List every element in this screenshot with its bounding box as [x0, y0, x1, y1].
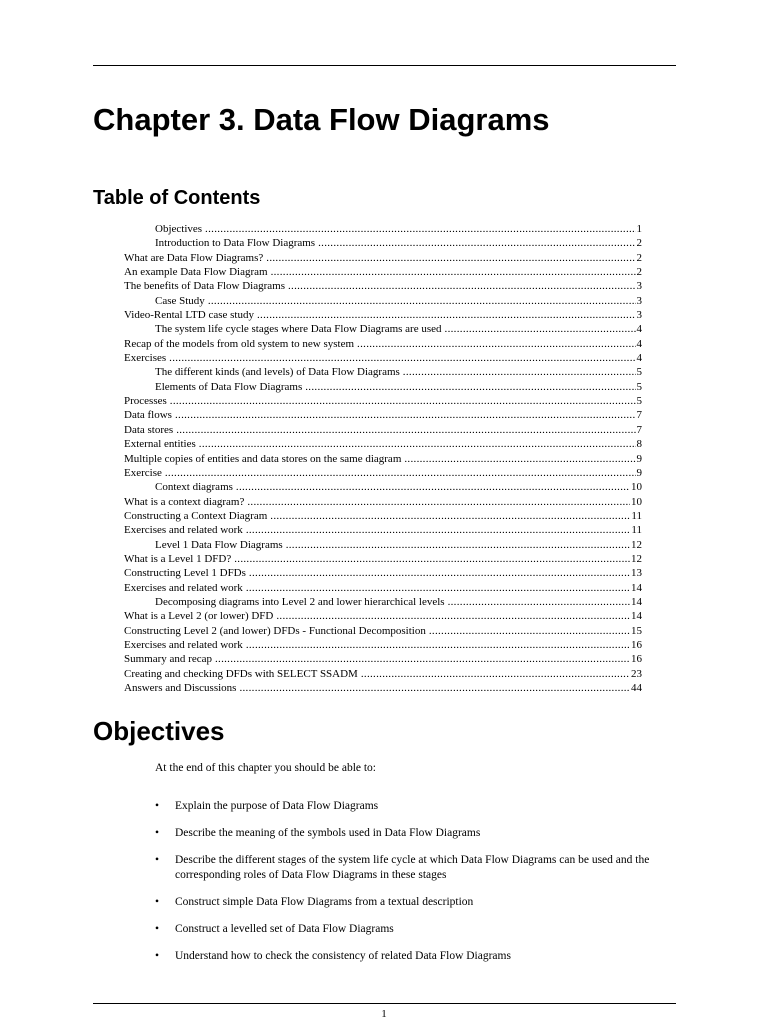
toc-entry-title: Objectives [155, 223, 203, 235]
toc-entry-title: Context diagrams [155, 481, 233, 494]
toc-dot-leader [208, 294, 636, 308]
toc-dot-leader [361, 667, 630, 681]
objective-text: Explain the purpose of Data Flow Diagrams [175, 800, 379, 812]
toc-dot-leader [170, 394, 636, 408]
bullet-icon: • [155, 800, 160, 812]
toc-dot-leader [318, 236, 635, 250]
toc-dot-leader [249, 566, 630, 580]
toc-dot-leader [403, 365, 636, 379]
toc-entry[interactable] [124, 681, 642, 695]
objective-text: Construct a levelled set of Data Flow Diagrams [175, 922, 394, 935]
toc-dot-leader [286, 538, 630, 552]
toc-entry[interactable] [124, 408, 642, 422]
toc-entry-title: Answers and Discussions [124, 682, 237, 694]
objective-item [155, 895, 680, 910]
toc-entry-page: 3 [636, 280, 642, 293]
toc-dot-leader [270, 509, 630, 523]
toc-entry-page: 5 [636, 366, 642, 379]
toc-entry[interactable] [124, 452, 642, 466]
objectives-list [155, 799, 680, 976]
toc-entry[interactable] [124, 222, 642, 236]
toc-entry-page: 10 [631, 495, 642, 508]
toc-entry-page: 3 [636, 309, 642, 322]
objective-item [155, 853, 680, 882]
objective-item [155, 922, 680, 937]
toc-entry-page: 14 [631, 595, 642, 608]
toc-entry[interactable] [124, 380, 642, 394]
toc-entry[interactable] [124, 279, 642, 293]
toc-entry-page: 14 [631, 610, 642, 623]
toc-entry[interactable] [124, 251, 642, 265]
toc-entry-title: Level 1 Data Flow Diagrams [155, 538, 283, 551]
toc-dot-leader [445, 322, 636, 336]
toc-dot-leader [305, 380, 635, 394]
toc-entry-title: The system life cycle stages where Data Flow Diagrams are used [155, 323, 442, 336]
toc-dot-leader [448, 595, 630, 609]
toc-entry[interactable] [124, 466, 642, 480]
toc-entry[interactable] [124, 638, 642, 652]
toc-entry-page: 7 [636, 409, 642, 422]
toc-entry-page: 2 [636, 237, 642, 250]
toc-entry-title: Summary and recap [124, 653, 212, 666]
toc-entry-title: Processes [124, 395, 167, 408]
table-of-contents [124, 222, 642, 695]
toc-entry-page: 2 [636, 266, 642, 279]
objective-text: Describe the different stages of the system life cycle at which Data Flow Diagrams can be used and the corresponding roles of Data Flow Diagrams in these stages [175, 854, 650, 881]
toc-entry[interactable] [124, 423, 642, 437]
toc-dot-leader [165, 466, 636, 480]
objectives-intro: At the end of this chapter you should be able to: [155, 762, 377, 774]
toc-entry-page: 16 [631, 638, 642, 651]
toc-entry-title: Exercises and related work [124, 524, 243, 537]
toc-entry-title: Constructing a Context Diagram [124, 509, 268, 522]
objective-item [155, 826, 680, 841]
toc-entry[interactable] [124, 337, 642, 351]
bullet-icon: • [155, 922, 160, 935]
toc-entry-page: 3 [636, 294, 642, 307]
toc-entry-title: Decomposing diagrams into Level 2 and lower hierarchical levels [155, 595, 445, 608]
objective-text: Understand how to check the consistency of related Data Flow Diagrams [175, 949, 511, 962]
toc-dot-leader [288, 279, 636, 293]
toc-entry[interactable] [124, 581, 642, 595]
toc-entry[interactable] [124, 667, 642, 681]
toc-entry[interactable] [124, 523, 642, 537]
toc-entry-page: 23 [631, 667, 642, 680]
toc-entry[interactable] [124, 480, 642, 494]
toc-entry-title: Exercises [124, 352, 167, 365]
objective-text: Describe the meaning of the symbols used in Data Flow Diagrams [175, 827, 481, 839]
toc-dot-leader [246, 523, 631, 537]
toc-entry-page: 7 [636, 423, 642, 436]
toc-entry-page: 13 [631, 567, 642, 580]
objectives-heading: Objectives [93, 716, 225, 746]
toc-entry[interactable] [124, 437, 642, 451]
toc-dot-leader [234, 552, 630, 566]
bullet-icon: • [155, 827, 160, 839]
objective-item [155, 799, 680, 814]
toc-entry-title: What is a Level 2 (or lower) DFD [124, 610, 274, 623]
bullet-icon: • [155, 895, 160, 908]
toc-entry[interactable] [124, 351, 642, 365]
toc-dot-leader [404, 452, 635, 466]
toc-entry[interactable] [124, 265, 642, 279]
toc-entry-page: 12 [631, 552, 642, 565]
toc-dot-leader [239, 681, 630, 695]
toc-entry[interactable] [124, 294, 642, 308]
toc-dot-leader [199, 437, 636, 451]
toc-entry-page: 44 [631, 682, 642, 694]
toc-dot-leader [266, 251, 635, 265]
toc-entry-page: 4 [636, 337, 642, 350]
toc-dot-leader [357, 337, 635, 351]
header-rule [93, 65, 676, 66]
toc-entry-title: Creating and checking DFDs with SELECT SSADM [124, 667, 358, 680]
toc-heading: Table of Contents [93, 187, 261, 209]
toc-entry[interactable] [124, 652, 642, 666]
toc-entry-title: What are Data Flow Diagrams? [124, 251, 264, 264]
toc-entry-title: Constructing Level 1 DFDs [124, 567, 246, 580]
toc-entry[interactable] [124, 308, 642, 322]
toc-entry-page: 11 [631, 524, 642, 537]
toc-entry-page: 8 [636, 438, 642, 451]
toc-entry[interactable] [124, 552, 642, 566]
toc-entry-page: 9 [636, 452, 642, 465]
bullet-icon: • [155, 854, 160, 866]
objective-item [155, 949, 680, 964]
toc-entry[interactable] [124, 394, 642, 408]
toc-entry-title: Exercises and related work [124, 638, 243, 651]
toc-entry-title: Data stores [124, 423, 174, 436]
toc-entry[interactable] [124, 365, 642, 379]
toc-entry-page: 9 [636, 466, 642, 479]
toc-entry[interactable] [124, 495, 642, 509]
toc-dot-leader [176, 423, 635, 437]
toc-dot-leader [429, 624, 630, 638]
toc-entry-title: Multiple copies of entities and data stores on the same diagram [124, 452, 402, 465]
toc-entry-title: What is a Level 1 DFD? [124, 552, 232, 565]
toc-entry-page: 5 [636, 395, 642, 408]
toc-entry[interactable] [124, 624, 642, 638]
toc-entry-page: 2 [636, 251, 642, 264]
toc-entry-title: Constructing Level 2 (and lower) DFDs - Functional Decomposition [124, 624, 426, 637]
toc-entry-title: Exercises and related work [124, 581, 243, 594]
toc-entry-title: Elements of Data Flow Diagrams [155, 380, 303, 393]
toc-dot-leader [175, 408, 636, 422]
toc-entry-page: 14 [631, 581, 642, 594]
toc-entry-page: 1 [636, 223, 642, 235]
toc-entry-page: 4 [636, 352, 642, 365]
toc-entry-title: Exercise [124, 466, 162, 479]
toc-entry[interactable] [124, 509, 642, 523]
bullet-icon: • [155, 949, 160, 962]
toc-dot-leader [215, 652, 630, 666]
toc-entry-title: Recap of the models from old system to new system [124, 337, 355, 350]
toc-dot-leader [246, 581, 630, 595]
toc-entry[interactable] [124, 236, 642, 250]
toc-entry-title: The different kinds (and levels) of Data Flow Diagrams [155, 366, 400, 379]
chapter-title: Chapter 3. Data Flow Diagrams [93, 102, 550, 137]
toc-dot-leader [169, 351, 635, 365]
toc-entry-title: An example Data Flow Diagram [124, 266, 268, 279]
toc-entry[interactable] [124, 566, 642, 580]
toc-entry-title: Case Study [155, 294, 205, 307]
toc-entry-title: External entities [124, 438, 196, 451]
toc-entry-page: 15 [631, 624, 642, 637]
toc-dot-leader [205, 222, 635, 236]
toc-entry-page: 16 [631, 653, 642, 666]
toc-entry-page: 5 [636, 380, 642, 393]
toc-entry-page: 12 [631, 538, 642, 551]
toc-entry-title: What is a context diagram? [124, 495, 245, 508]
toc-entry-title: The benefits of Data Flow Diagrams [124, 280, 285, 293]
toc-dot-leader [276, 609, 630, 623]
toc-entry[interactable] [124, 595, 642, 609]
toc-entry[interactable] [124, 538, 642, 552]
toc-dot-leader [247, 495, 630, 509]
toc-entry-title: Data flows [124, 409, 172, 422]
toc-entry-page: 10 [631, 481, 642, 494]
toc-dot-leader [236, 480, 630, 494]
toc-entry-page: 4 [636, 323, 642, 336]
toc-dot-leader [271, 265, 636, 279]
toc-dot-leader [257, 308, 636, 322]
footer-rule [93, 1003, 676, 1004]
objective-text: Construct simple Data Flow Diagrams from a textual description [175, 895, 474, 908]
toc-dot-leader [246, 638, 630, 652]
toc-entry[interactable] [124, 609, 642, 623]
page-number: 1 [381, 1008, 387, 1020]
toc-entry-page: 11 [631, 509, 642, 522]
toc-entry-title: Video-Rental LTD case study [124, 309, 254, 322]
toc-entry[interactable] [124, 322, 642, 336]
toc-entry-title: Introduction to Data Flow Diagrams [155, 237, 316, 250]
